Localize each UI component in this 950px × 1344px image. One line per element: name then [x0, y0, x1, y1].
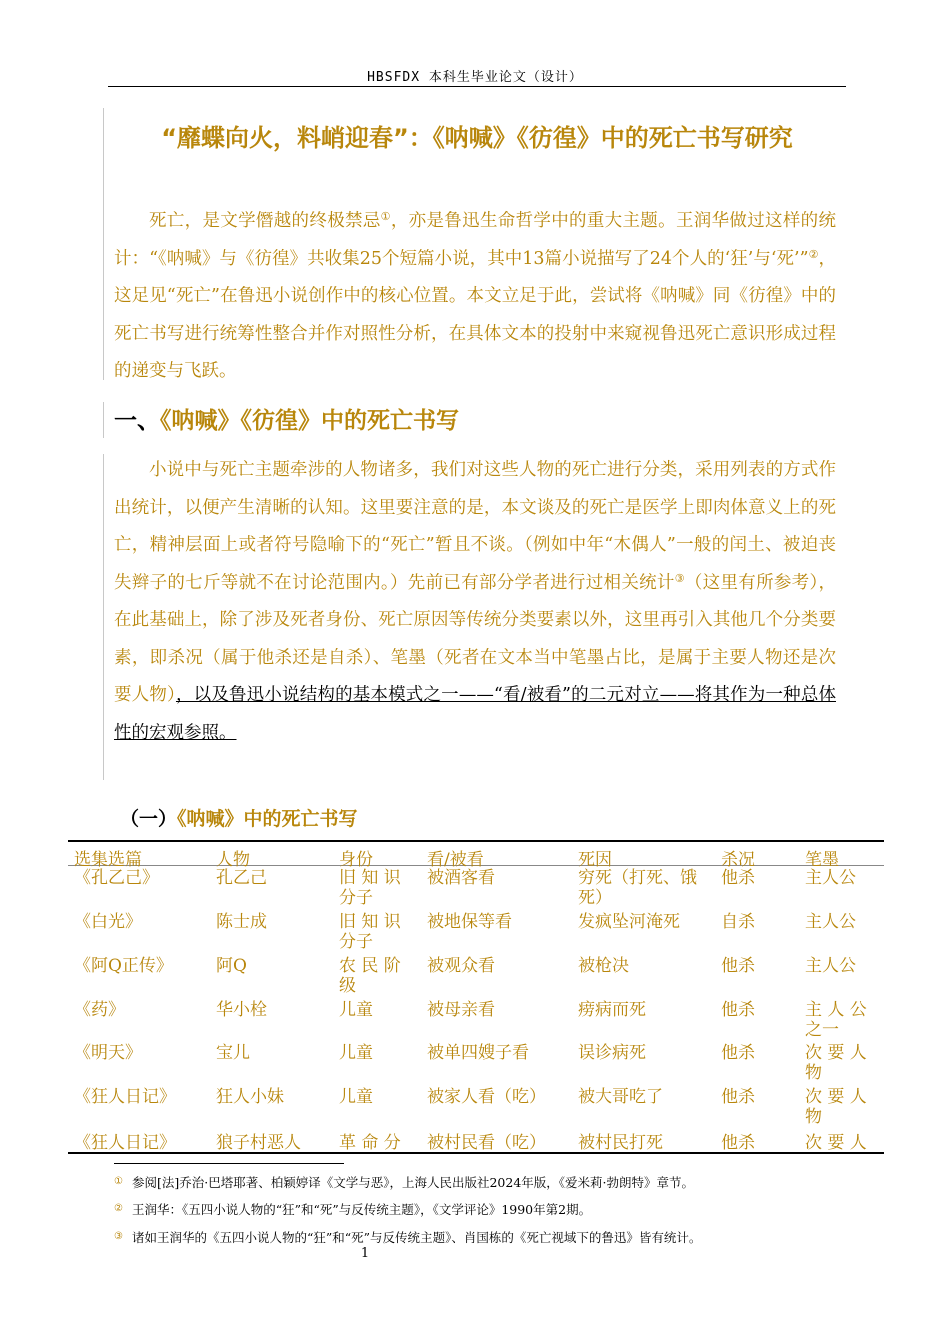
table-cell: 宝儿: [216, 1043, 250, 1063]
table-cell: 被大哥吃了: [578, 1087, 663, 1107]
table-cell: 《狂人日记》: [74, 1133, 176, 1153]
subsection-heading: [120, 804, 358, 831]
table-cell: 儿童: [339, 1087, 373, 1107]
footnote-ref-3[interactable]: ③: [674, 571, 685, 585]
table-cell: 被母亲看: [427, 1000, 495, 1020]
body-paragraph: [114, 452, 836, 752]
footnote-ref-1[interactable]: ①: [380, 210, 391, 223]
table-cell: 狼子村恶人: [216, 1133, 301, 1153]
table-cell: 《狂人日记》: [74, 1087, 176, 1107]
table-cell: 儿童: [339, 1043, 373, 1063]
table-cell: 主 人 公 之一: [805, 1000, 867, 1040]
section-number: 一、: [114, 408, 160, 434]
footnote-rule: [114, 1163, 344, 1164]
footnote-text: 诸如王润华的《五四小说人物的“狂”和“死”与反传统主题》、肖国栋的《死亡视域下的鲁迅》皆有统计。: [132, 1230, 702, 1245]
table-cell: 他杀: [721, 1087, 755, 1107]
table-cell: 阿Q: [216, 956, 247, 976]
table-header-cell: 笔墨: [805, 850, 839, 870]
table-top-rule: [68, 840, 884, 842]
header-rule: [108, 86, 846, 87]
table-cell: 痨病而死: [578, 1000, 646, 1020]
footnote-mark: ②: [114, 1203, 123, 1214]
table-header-cell: 死因: [578, 850, 612, 870]
margin-bar: [103, 454, 104, 780]
section-heading-1: [114, 402, 459, 435]
intro-text-2: ，亦是鲁迅生命哲学中的重大主题。王润华做过这样的统计：“《呐喊》与《彷徨》共收集25个短篇小说，其中13篇小说描写了24个人的‘狂’与‘死’”: [114, 211, 836, 269]
body-text-1: 小说中与死亡主题牵涉的人物诸多，我们对这些人物的死亡进行分类，采用列表的方式作出统计，以便产生清晰的认知。这里要注意的是，本文谈及的死亡是医学上即肉体意义上的死亡，精神层面上或者符号隐喻下的“死亡”暂且不谈。（例如中年“木偶人”一般的闰土、被迫丧失辫子的七斤等就不在讨论范围内。）先前已有部分学者进行过相关统计: [114, 460, 836, 593]
table-cell: 次 要 人: [805, 1133, 867, 1153]
table-cell: 被地保等看: [427, 912, 512, 932]
table-cell: 华小栓: [216, 1000, 267, 1020]
table-cell: 《药》: [74, 1000, 125, 1020]
table-cell: 他杀: [721, 868, 755, 888]
table-cell: 被家人看（吃）: [427, 1087, 546, 1107]
table-cell: 主人公: [805, 956, 856, 976]
table-cell: 旧 知 识 分子: [339, 868, 401, 908]
footnote-mark: ①: [114, 1176, 123, 1187]
table-cell: 发疯坠河淹死: [578, 912, 680, 932]
intro-text-3: ，这足见“死亡”在鲁迅小说创作中的核心位置。本文立足于此，尝试将《呐喊》同《彷徨》中的死亡书写进行统筹性整合并作对照性分析，在具体文本的投射中来窥视鲁迅死亡意识形成过程的递变与飞跃。: [114, 248, 836, 381]
subsection-title: 《呐喊》中的死亡书写: [177, 808, 358, 830]
table-cell: 旧 知 识 分子: [339, 912, 401, 952]
table-cell: 他杀: [721, 1043, 755, 1063]
table-cell: 《明天》: [74, 1043, 142, 1063]
table-header-cell: 看/被看: [427, 850, 484, 870]
table-cell: 儿童: [339, 1000, 373, 1020]
table-cell: 主人公: [805, 868, 856, 888]
body-text-3: ，以及鲁迅小说结构的基本模式之一——“看/被看”的二元对立——将其作为一种总体性的宏观参照。: [114, 685, 836, 743]
table-cell: 农 民 阶 级: [339, 956, 401, 996]
footnote-text: 参阅[法]乔治·巴塔耶著、柏颖婷译《文学与恶》，上海人民出版社2024年版，《爱米莉·勃朗特》章节。: [132, 1175, 695, 1190]
table-cell: 《孔乙己》: [74, 868, 159, 888]
table-cell: 他杀: [721, 956, 755, 976]
table-cell: 主人公: [805, 912, 856, 932]
intro-text-1: 死亡，是文学僭越的终极禁忌: [149, 211, 381, 231]
table-cell: 被观众看: [427, 956, 495, 976]
table-cell: 狂人小妹: [216, 1087, 284, 1107]
footnote-mark: ③: [114, 1231, 123, 1242]
table-cell: 他杀: [721, 1133, 755, 1153]
section-title: 《呐喊》《彷徨》中的死亡书写: [160, 408, 459, 434]
margin-bar: [103, 402, 104, 438]
footnote-2: [114, 1200, 591, 1218]
page-number: 1: [360, 1246, 370, 1261]
intro-paragraph: [114, 203, 836, 391]
footnote-ref-2[interactable]: ②: [808, 247, 819, 261]
table-cell: 自杀: [721, 912, 755, 932]
table-cell: 《阿Q正传》: [74, 956, 173, 976]
table-cell: 被酒客看: [427, 868, 495, 888]
table-cell: 孔乙己: [216, 868, 267, 888]
table-header-cell: 人物: [216, 850, 250, 870]
subsection-number: （一）: [120, 808, 178, 830]
table-cell: 被村民看（吃）: [427, 1133, 546, 1153]
footnote-3: [114, 1228, 701, 1246]
table-header-cell: 杀况: [721, 850, 755, 870]
table-cell: 革 命 分: [339, 1133, 401, 1153]
margin-bar: [103, 108, 104, 380]
footnote-text: 王润华：《五四小说人物的“狂”和“死”与反传统主题》，《文学评论》1990年第2期。: [132, 1202, 592, 1217]
table-cell: 《白光》: [74, 912, 142, 932]
table-cell: 次 要 人 物: [805, 1043, 867, 1083]
body-text-2: （这里有所参考），在此基础上，除了涉及死者身份、死亡原因等传统分类要素以外，这里再引入其他几个分类要素，即杀况（属于他杀还是自杀）、笔墨（死者在文本当中笔墨占比，是属于主要人物还是次要人物）: [114, 572, 837, 705]
table-cell: 被村民打死: [578, 1133, 663, 1153]
table-cell: 他杀: [721, 1000, 755, 1020]
table-cell: 被枪决: [578, 956, 629, 976]
table-header-cell: 选集选篇: [74, 850, 142, 870]
paper-title: “靡蝶向火，料峭迎春”：《呐喊》《彷徨》中的死亡书写研究: [161, 124, 793, 152]
table-cell: 陈士成: [216, 912, 267, 932]
table-cell: 穷死（打死、饿死）: [578, 868, 697, 908]
table-cell: 误诊病死: [578, 1043, 646, 1063]
table-cell: 次 要 人 物: [805, 1087, 867, 1127]
footnote-1: [114, 1173, 694, 1191]
table-header-cell: 身份: [339, 850, 373, 870]
running-header: HBSFDX 本科生毕业论文（设计）: [367, 70, 583, 85]
table-cell: 被单四嫂子看: [427, 1043, 529, 1063]
